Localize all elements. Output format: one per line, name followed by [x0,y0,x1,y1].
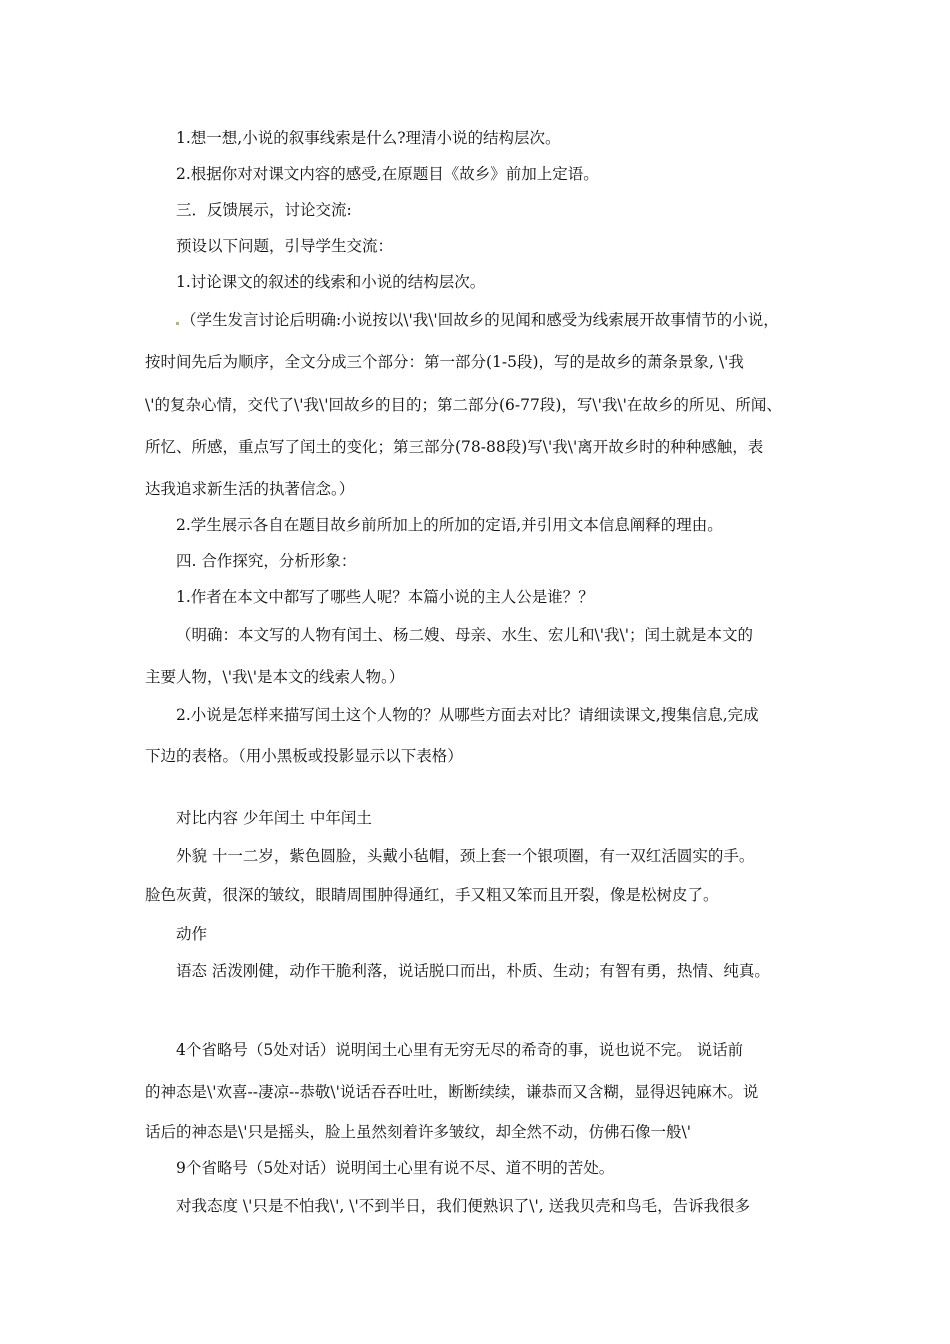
text-line: 的神态是\'欢喜--凄凉--恭敬\'说话吞吞吐吐，断断续续，谦恭而又含糊，显得迟钝麻木。说 [145,1083,759,1101]
text-line: 9个省略号（5处对话）说明闰土心里有说不尽、道不明的苦处。 [176,1159,615,1177]
text-line: 主要人物，\'我\'是本文的线索人物。） [145,668,405,686]
text-line: 按时间先后为顺序，全文分成三个部分：第一部分(1-5段)，写的是故乡的萧条景象, \'我 [145,353,744,371]
text-line: 对比内容 少年闰土 中年闰土 [176,809,372,827]
text-line: 2.学生展示各自在题目故乡前所加上的所加的定语,并引用文本信息阐释的理由。 [176,516,723,534]
text-line: 外貌 十一二岁，紫色圆脸，头戴小毡帽，颈上套一个银项圈，有一双红活圆实的手。 [176,847,755,865]
text-line: 4个省略号（5处对话）说明闰土心里有无穷无尽的希奇的事，说也说不完。 说话前 [176,1041,744,1059]
text-line: 达我追求新生活的执著信念。） [145,480,355,498]
text-line: 预设以下问题，引导学生交流： [176,237,394,255]
text-line [176,310,810,330]
text-line: 1.讨论课文的叙述的线索和小说的结构层次。 [176,273,486,291]
text-line: 1.想一想,小说的叙事线索是什么?理清小说的结构层次。 [176,129,561,147]
text-span: （学生发言讨论后明确:小说按以\'我\'回故乡的见闻和感受为线索展开故事情节的小说， [181,311,779,329]
text-line: 2.小说是怎样来描写闰土这个人物的？从哪些方面去对比？请细读课文,搜集信息,完成 [176,706,759,724]
text-line: 下边的表格。（用小黑板或投影显示以下表格） [145,747,463,765]
text-line: \'的复杂心情，交代了\'我\'回故乡的目的；第二部分(6-77段)，写\'我\'在故乡的所见、所闻、 [145,396,782,414]
text-line: 动作 [176,925,208,943]
text-line: 话后的神态是\'只是摇头，脸上虽然刻着许多皱纹，却全然不动，仿佛石像一般\' [145,1123,691,1141]
text-line: 脸色灰黄，很深的皱纹，眼睛周围肿得通红，手又粗又笨而且开裂，像是松树皮了。 [145,886,719,904]
text-line: 对我态度 \'只是不怕我\', \'不到半日，我们便熟识了\', 送我贝壳和鸟毛，告诉我很多 [176,1197,751,1215]
text-line: 三．反馈展示，讨论交流: [176,201,352,219]
text-line: 语态 活泼刚健，动作干脆利落，说话脱口而出，朴质、生动；有智有勇，热情、纯真。 [176,962,770,980]
text-line: 1.作者在本文中都写了哪些人呢？本篇小说的主人公是谁？？ [176,588,594,606]
text-line: 2.根据你对对课文内容的感受,在原题目《故乡》前加上定语。 [176,165,599,183]
marker-dot [176,322,179,325]
text-line: 所忆、所感，重点写了闰土的变化；第三部分(78-88段)写\'我\'离开故乡时的种种感触，表 [145,438,764,456]
text-line: （明确：本文写的人物有闰土、杨二嫂、母亲、水生、宏儿和\'我\'；闰土就是本文的 [176,626,753,644]
text-line: 四. 合作探究，分析形象： [176,552,357,570]
